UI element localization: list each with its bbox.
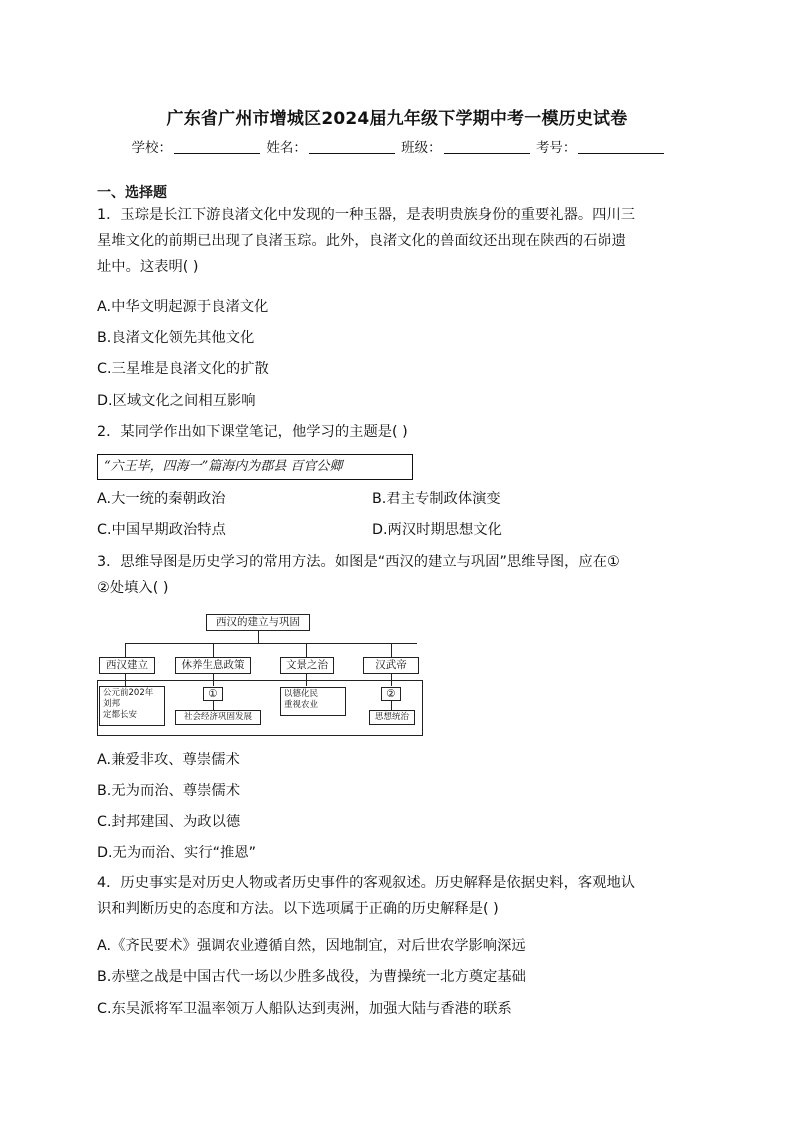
q1-option-a[interactable]: A.中华文明起源于良渚文化 — [97, 299, 269, 315]
blank-2-box: ② — [381, 687, 401, 701]
b1-detail-person: 刘邦 — [103, 699, 121, 709]
q4-option-b[interactable]: B.赤壁之战是中国古代一场以少胜多战役，为曹操统一北方奠定基础 — [97, 969, 526, 985]
q4-option-a[interactable]: A.《齐民要术》强调农业遵循自然，因地制宜，对后世农学影响深远 — [97, 938, 526, 954]
b1-detail-box — [99, 686, 165, 726]
student-info-row — [0, 136, 794, 156]
branch-xihan-founding: 西汉建立 — [99, 657, 155, 674]
number-field[interactable] — [578, 141, 664, 154]
branch-connector-1 — [125, 643, 126, 657]
q3-line-1: 3．思维导图是历史学习的常用方法。如图是“西汉的建立与巩固”思维导图，应在① — [97, 554, 620, 570]
b2-result-box: 社会经济巩固发展 — [175, 710, 261, 725]
question-4-stem — [97, 870, 697, 922]
b1-down — [125, 674, 126, 686]
q2-option-c[interactable]: C.中国早期政治特点 — [97, 522, 226, 538]
question-2-stem: 2．某同学作出如下课堂笔记，他学习的主题是( ) — [97, 424, 408, 440]
q1-option-d[interactable]: D.区域文化之间相互影响 — [97, 393, 256, 409]
b4-result-box: 思想统治 — [369, 710, 415, 725]
branch-connector-2 — [213, 643, 214, 657]
q3-option-a[interactable]: A.兼爱非攻、尊崇儒术 — [97, 752, 240, 768]
b2-down — [213, 674, 214, 686]
q4-line-2: 识和判断历史的态度和方法。以下选项属于正确的历史解释是( ) — [97, 901, 499, 917]
branch-connector-3 — [306, 643, 307, 657]
branch-recuperation-policy: 休养生息政策 — [175, 657, 251, 674]
q2-option-a[interactable]: A.大一统的秦朝政治 — [97, 491, 226, 507]
b3-down — [306, 674, 307, 686]
b2-result-connector — [213, 701, 214, 710]
question-3-stem — [97, 549, 697, 601]
number-label: 考号： — [535, 140, 577, 156]
q1-option-b[interactable]: B.良渚文化领先其他文化 — [97, 330, 255, 346]
mind-map — [97, 614, 425, 738]
class-field[interactable] — [444, 141, 530, 154]
page-title: 广东省广州市增城区2024届九年级下学期中考一模历史试卷 — [166, 109, 628, 129]
b3-detail-box — [280, 687, 346, 716]
b3-detail-1: 以德化民 — [284, 689, 319, 699]
branch-bar — [125, 643, 417, 644]
class-note-box: “六王毕，四海一”篇海内为郡县 百官公卿 — [97, 454, 413, 480]
name-field[interactable] — [309, 141, 395, 154]
b1-detail-year: 公元前202年 — [103, 688, 154, 698]
branch-wenjing-rule: 文景之治 — [280, 657, 334, 674]
root-connector — [258, 631, 259, 643]
class-label: 班级： — [401, 140, 442, 156]
b4-result-connector — [391, 701, 392, 710]
branch-connector-4 — [391, 643, 392, 657]
b3-detail-2: 重视农业 — [284, 700, 319, 710]
section-heading: 一、选择题 — [97, 185, 167, 201]
q3-option-b[interactable]: B.无为而治、尊崇儒术 — [97, 783, 241, 799]
q1-line-1: 1．玉琮是长江下游良渚文化中发现的一种玉器，是表明贵族身份的重要礼器。四川三 — [97, 207, 636, 223]
mind-map-root: 西汉的建立与巩固 — [206, 614, 310, 631]
q1-option-c[interactable]: C.三星堆是良渚文化的扩散 — [97, 361, 269, 377]
school-field[interactable] — [174, 141, 260, 154]
branch-emperor-wu: 汉武帝 — [363, 657, 419, 674]
q1-line-2: 星堆文化的前期已出现了良渚玉琮。此外，良渚文化的兽面纹还出现在陕西的石峁遗 — [97, 233, 626, 249]
q3-line-2: ②处填入( ) — [97, 580, 169, 596]
blank-1-box: ① — [203, 687, 223, 701]
name-label: 姓名： — [266, 140, 307, 156]
q4-option-c[interactable]: C.东吴派将军卫温率领万人船队达到夷洲，加强大陆与香港的联系 — [97, 1001, 512, 1017]
q1-line-3: 址中。这表明( ) — [97, 259, 199, 275]
q4-line-1: 4．历史事实是对历史人物或者历史事件的客观叙述。历史解释是依据史料，客观地认 — [97, 875, 636, 891]
b1-detail-capital: 定都长安 — [103, 710, 138, 720]
b4-down — [391, 674, 392, 686]
q3-option-c[interactable]: C.封邦建国、为政以德 — [97, 814, 241, 830]
q2-option-b[interactable]: B.君主专制政体演变 — [372, 491, 501, 507]
question-1-stem — [97, 202, 697, 280]
q3-option-d[interactable]: D.无为而治、实行“推恩” — [97, 845, 257, 861]
q2-option-d[interactable]: D.两汉时期思想文化 — [372, 522, 502, 538]
school-label: 学校： — [131, 140, 173, 156]
